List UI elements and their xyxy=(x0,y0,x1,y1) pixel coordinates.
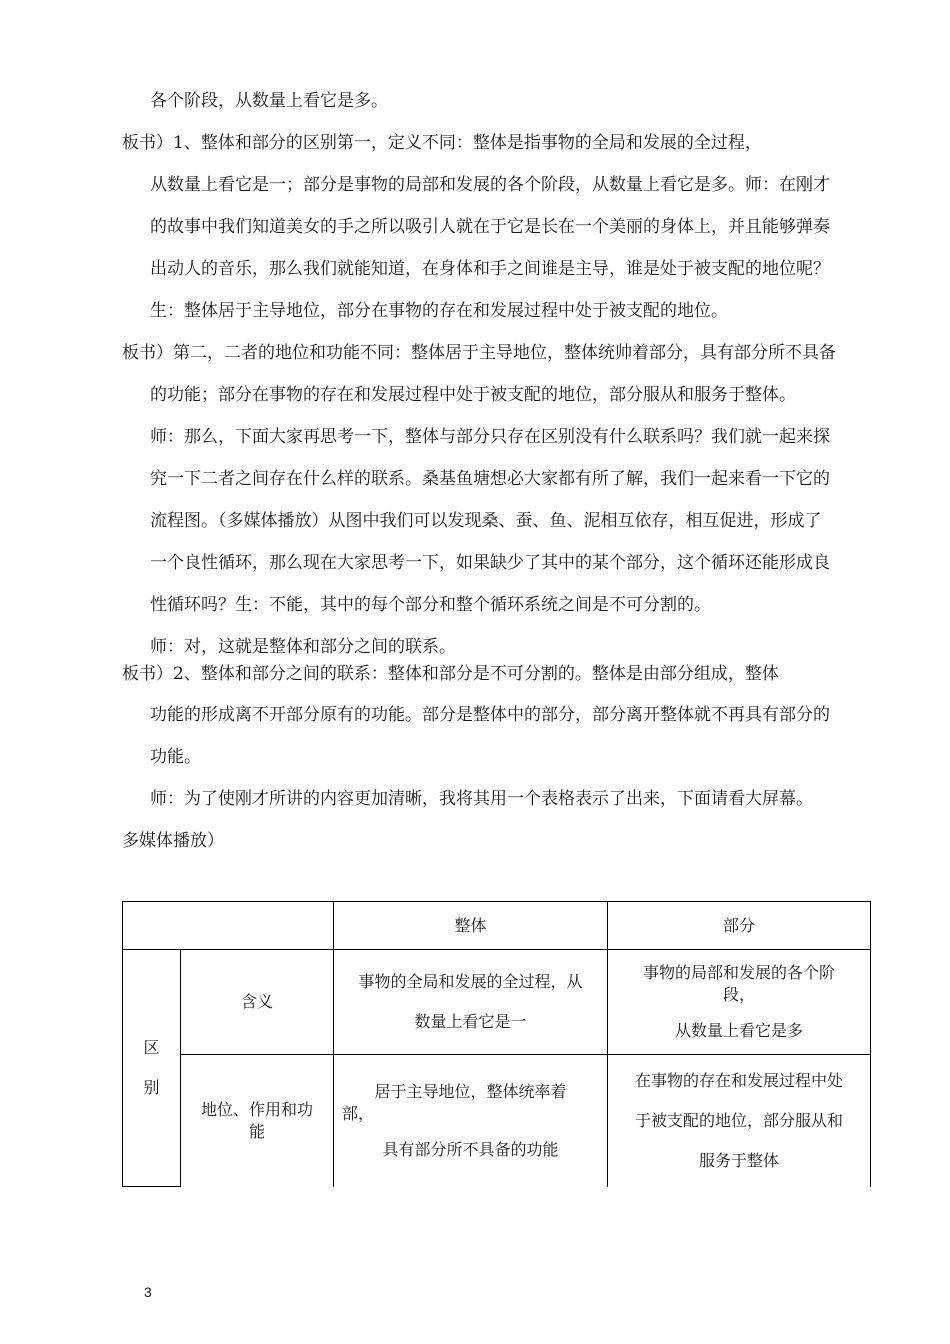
text-line: 的功能；部分在事物的存在和发展过程中处于被支配的地位，部分服从和服务于整体。 xyxy=(150,385,796,405)
cell-text: 具有部分所不具备的功能 xyxy=(382,1139,559,1159)
text-line: 师：那么，下面大家再思考一下，整体与部分只存在区别没有什么联系吗？我们就一起来探 xyxy=(150,427,830,447)
row-label-meaning: 含义 xyxy=(181,950,334,1055)
text-line: 师：为了使刚才所讲的内容更加清晰，我将其用一个表格表示了出来，下面请看大屏幕。 xyxy=(150,789,813,809)
header-whole: 整体 xyxy=(334,902,608,950)
cell-part-status xyxy=(608,1055,871,1187)
text-line: 性循环吗？生：不能，其中的每个部分和整个循环系统之间是不可分割的。 xyxy=(150,595,711,615)
row-label-status xyxy=(181,1055,334,1187)
text-line: 的故事中我们知道美女的手之所以吸引人就在于它是长在一个美丽的身体上，并且能够弹奏 xyxy=(150,217,830,237)
text-line: 板书）第二，二者的地位和功能不同：整体居于主导地位，整体统帅着部分，具有部分所不具备 xyxy=(122,343,836,363)
group-label-char: 别 xyxy=(143,1078,160,1097)
cell-text: 事物的局部和发展的各个阶 xyxy=(642,963,835,982)
text-line: 多媒体播放） xyxy=(122,831,224,851)
cell-whole-meaning xyxy=(334,950,608,1055)
text-line: 生：整体居于主导地位，部分在事物的存在和发展过程中处于被支配的地位。 xyxy=(150,301,728,321)
cell-text: 事物的全局和发展的全过程，从 xyxy=(358,972,583,991)
group-label-char: 区 xyxy=(143,1038,160,1057)
cell-text: 段， xyxy=(722,985,755,1004)
header-part: 部分 xyxy=(608,902,871,950)
cell-text: 部， xyxy=(342,1103,375,1123)
table-corner-cell xyxy=(123,902,334,950)
table-header-row xyxy=(123,902,871,950)
text-line: 功能。 xyxy=(150,747,201,767)
text-line: 功能的形成离不开部分原有的功能。部分是整体中的部分，部分离开整体就不再具有部分的 xyxy=(150,705,830,725)
text-line: 各个阶段，从数量上看它是多。 xyxy=(150,91,388,111)
cell-part-meaning xyxy=(608,950,871,1055)
text-line: 从数量上看它是一；部分是事物的局部和发展的各个阶段，从数量上看它是多。师：在刚才 xyxy=(150,175,830,195)
cell-text: 于被支配的地位，部分服从和 xyxy=(634,1110,843,1130)
table-row xyxy=(123,950,871,1055)
cell-text: 服务于整体 xyxy=(698,1150,779,1170)
cell-whole-status xyxy=(334,1055,608,1187)
text-line: 出动人的音乐，那么我们就能知道，在身体和手之间谁是主导，谁是处于被支配的地位呢？ xyxy=(150,259,830,279)
text-line: 究一下二者之间存在什么样的联系。桑基鱼塘想必大家都有所了解，我们一起来看一下它的 xyxy=(150,469,830,489)
group-label-cell xyxy=(123,950,181,1187)
cell-text: 数量上看它是一 xyxy=(414,1012,527,1031)
cell-text: 从数量上看它是多 xyxy=(674,1021,803,1040)
cell-text: 能 xyxy=(248,1121,265,1141)
table-row xyxy=(123,1055,871,1187)
text-line: 一个良性循环，那么现在大家思考一下，如果缺少了其中的某个部分，这个循环还能形成良 xyxy=(150,553,830,573)
text-line: 板书）2、整体和部分之间的联系：整体和部分是不可分割的。整体是由部分组成，整体 xyxy=(122,664,779,684)
cell-text: 地位、作用和功 xyxy=(200,1099,313,1119)
text-line: 师：对，这就是整体和部分之间的联系。 xyxy=(150,637,456,657)
text-line: 板书）1、整体和部分的区别第一，定义不同：整体是指事物的全局和发展的全过程， xyxy=(122,133,762,153)
cell-text: 在事物的存在和发展过程中处 xyxy=(634,1070,843,1090)
text-line: 流程图。（多媒体播放）从图中我们可以发现桑、蚕、鱼、泥相互依存，相互促进，形成了 xyxy=(150,511,822,531)
comparison-table xyxy=(122,901,871,1187)
page-number: 3 xyxy=(144,1284,152,1300)
cell-text: 居于主导地位，整体统率着 xyxy=(374,1081,567,1101)
